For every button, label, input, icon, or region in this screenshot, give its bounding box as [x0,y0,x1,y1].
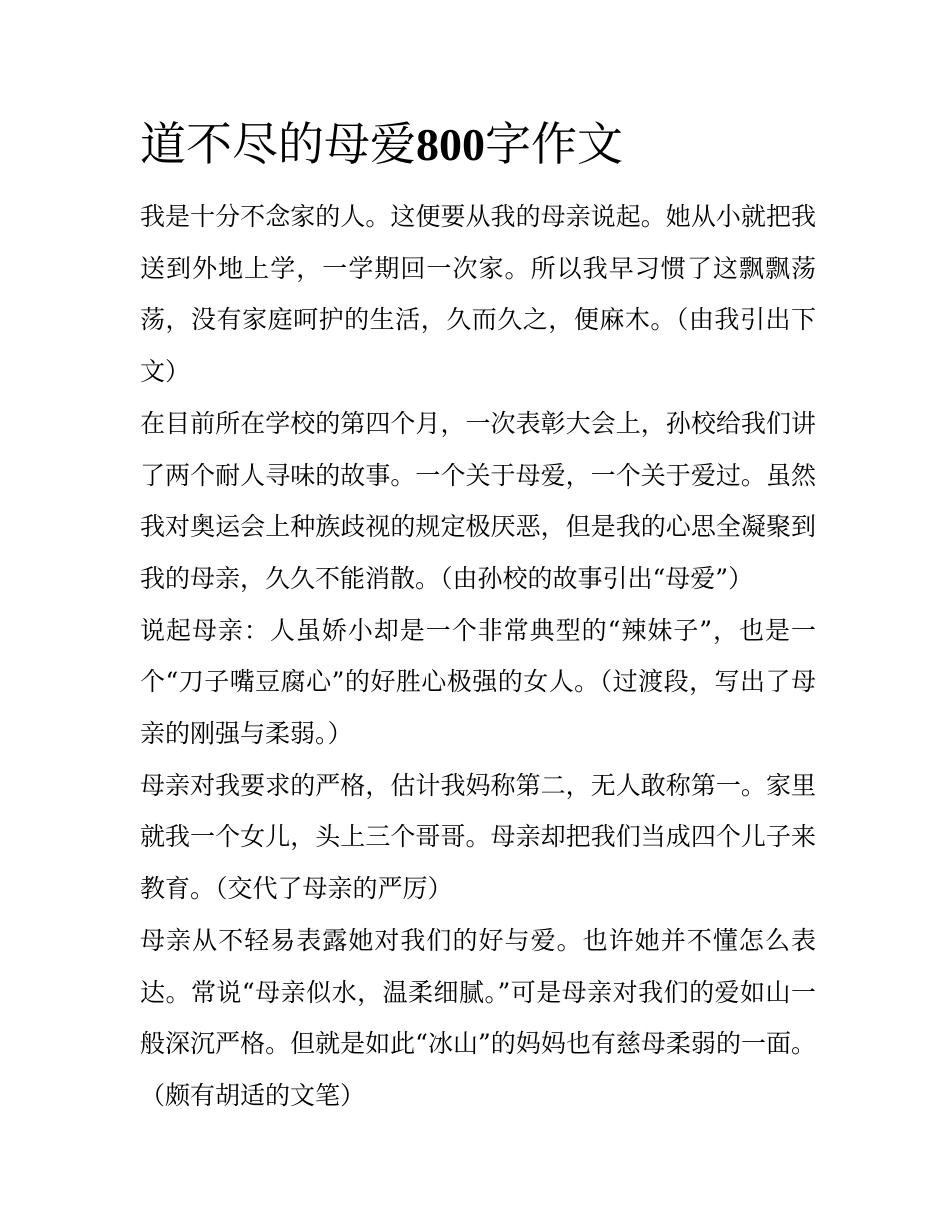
paragraph-2: 在目前所在学校的第四个月，一次表彰大会上，孙校给我们讲了两个耐人寻味的故事。一个关于母爱，一个关于爱过。虽然我对奥运会上种族歧视的规定极厌恶，但是我的心思全凝聚到我的母亲，久久不能消散。（由孙校的故事引出“母爱”） [140,408,816,593]
title-number: 800 [416,119,485,170]
document-page [140,112,816,1122]
paragraph-1: 我是十分不念家的人。这便要从我的母亲说起。她从小就把我送到外地上学，一学期回一次家。所以我早习惯了这飘飘荡荡，没有家庭呵护的生活，久而久之，便麻木。（由我引出下文） [140,202,816,387]
title-text: 道不尽的母爱 [140,117,416,171]
paragraph-5: 母亲从不轻易表露她对我们的好与爱。也许她并不懂怎么表达。常说“母亲似水，温柔细腻。”可是母亲对我们的爱如山一般深沉严格。但就是如此“冰山”的妈妈也有慈母柔弱的一面。（颇有胡适的文笔） [140,925,816,1110]
document-body [140,191,816,1122]
document-title [140,112,816,177]
title-suffix: 字作文 [485,117,623,171]
paragraph-3: 说起母亲：人虽娇小却是一个非常典型的“辣妹子”，也是一个“刀子嘴豆腐心”的好胜心极强的女人。（过渡段，写出了母亲的刚强与柔弱。） [140,615,816,749]
paragraph-4: 母亲对我要求的严格，估计我妈称第二，无人敢称第一。家里就我一个女儿，头上三个哥哥。母亲却把我们当成四个儿子来教育。（交代了母亲的严厉） [140,770,816,904]
